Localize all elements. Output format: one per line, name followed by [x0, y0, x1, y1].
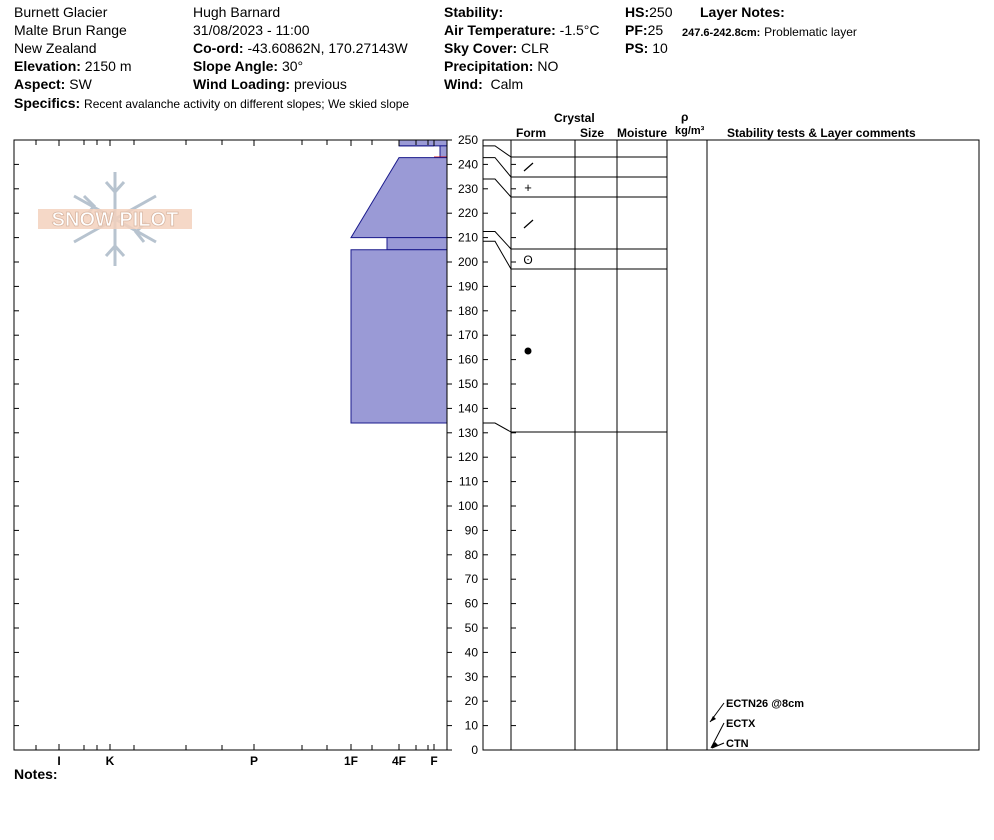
ps-value: 10 [652, 40, 668, 56]
precipitation-value: NO [537, 58, 559, 74]
ps-label: PS: [625, 40, 649, 56]
grain-form-decomposing-icon [524, 220, 533, 228]
slope-value: 30° [281, 58, 304, 74]
layer-boundary-connector [483, 423, 511, 432]
layer-boundary-connector [483, 232, 511, 250]
layer-note-range: 247.6-242.8cm: [682, 27, 761, 39]
height-tick-label: 0 [471, 743, 478, 757]
height-tick-label: 160 [457, 352, 478, 367]
rho-header: ρ [681, 110, 689, 124]
hardness-layer-3 [387, 238, 447, 250]
pf-value: 25 [647, 22, 664, 38]
height-tick-label: 240 [457, 157, 478, 172]
observer-name: Hugh Barnard [193, 4, 281, 20]
height-tick-label: 40 [464, 645, 478, 660]
height-tick-label: 170 [457, 328, 478, 343]
layer-boundary-connector [483, 179, 511, 197]
layer-notes-label: Layer Notes: [700, 4, 785, 20]
observation-datetime: 31/08/2023 - 11:00 [193, 22, 310, 38]
hardness-layer-1 [440, 146, 447, 158]
wind-label: Wind: [444, 76, 483, 92]
specifics-value: Recent avalanche activity on different slopes; We skied slope [84, 97, 410, 111]
specifics-label: Specifics: [14, 95, 81, 111]
slope-label: Slope Angle: [193, 58, 279, 74]
coord-value: -43.60862N, 170.27143W [247, 40, 408, 56]
crystal-header: Crystal [554, 111, 595, 125]
pf-label: PF: [625, 22, 648, 38]
layer-boundary-connector [483, 158, 511, 177]
moisture-header: Moisture [617, 126, 668, 140]
crystal-table-frame [483, 140, 979, 750]
height-tick-label: 230 [457, 181, 478, 196]
height-tick-label: 210 [457, 230, 478, 245]
hardness-axis-label: K [105, 754, 115, 768]
elevation-value: 2150 m [84, 58, 132, 74]
hs-label: HS: [625, 4, 650, 20]
height-tick-label: 60 [464, 596, 478, 611]
wind-value: Calm [490, 76, 524, 92]
grain-form-decomposing-icon [524, 163, 533, 171]
grain-form-newsnow-icon: + [524, 180, 532, 195]
location-name: Burnett Glacier [14, 4, 108, 20]
aspect-value: SW [69, 76, 92, 92]
hardness-axis-label: I [57, 754, 61, 768]
height-tick-label: 200 [457, 255, 478, 269]
height-tick-label: 110 [458, 474, 478, 489]
height-tick-label: 120 [457, 450, 478, 465]
stability-test-label: CTN [726, 738, 749, 750]
notes-label: Notes: [14, 766, 58, 782]
country-name: New Zealand [14, 40, 97, 56]
grain-form-meltfreeze-icon: ʘ [523, 253, 533, 267]
stability-test-label: ECTX [726, 718, 756, 730]
height-tick-label: 90 [464, 523, 478, 538]
form-header: Form [516, 126, 546, 140]
wind-loading-value: previous [293, 76, 347, 92]
height-tick-label: 130 [457, 425, 478, 440]
height-tick-label: 220 [457, 206, 478, 221]
height-tick-label: 50 [464, 621, 478, 635]
air-temp-label: Air Temperature: [444, 22, 556, 38]
stability-tests-header: Stability tests & Layer comments [727, 126, 916, 140]
range-name: Malte Brun Range [14, 22, 127, 38]
height-tick-label: 250 [457, 133, 478, 147]
height-tick-label: 10 [464, 718, 478, 733]
sky-cover-value: CLR [521, 40, 550, 56]
coord-label: Co-ord: [193, 40, 244, 56]
height-tick-label: 140 [457, 401, 478, 416]
stability-test-arrowhead [710, 716, 716, 722]
hardness-layer-4 [351, 250, 447, 423]
layer-note-text: Problematic layer [764, 25, 857, 39]
hardness-layer-0 [399, 140, 447, 146]
height-tick-label: 100 [457, 499, 478, 513]
height-tick-label: 80 [464, 547, 478, 562]
aspect-label: Aspect: [14, 76, 66, 92]
height-tick-label: 70 [464, 572, 478, 587]
hs-value: 250 [649, 4, 673, 20]
size-header: Size [580, 126, 605, 140]
precipitation-label: Precipitation: [444, 58, 534, 74]
hardness-axis-label: 4F [391, 754, 407, 768]
height-tick-label: 190 [457, 279, 478, 294]
height-tick-label: 20 [464, 694, 478, 709]
stability-label: Stability: [444, 4, 504, 20]
hardness-axis-label: 1F [343, 754, 359, 768]
elevation-label: Elevation: [14, 58, 81, 74]
hardness-axis-label: F [430, 754, 438, 768]
height-tick-label: 150 [457, 377, 478, 391]
hardness-layer-2 [351, 158, 447, 238]
layer-boundary-connector [483, 241, 511, 269]
logo-text: SNOW PILOT [51, 209, 179, 231]
height-tick-label: 30 [464, 669, 478, 684]
grain-form-rounded-icon [525, 348, 532, 355]
hardness-axis-label: P [249, 754, 259, 768]
layer-boundary-connector [483, 146, 511, 157]
height-tick-label: 180 [457, 303, 478, 318]
density-unit-header: kg/m³ [675, 125, 705, 137]
stability-test-label: ECTN26 @8cm [726, 698, 804, 710]
wind-loading-label: Wind Loading: [193, 76, 291, 92]
sky-cover-label: Sky Cover: [444, 40, 518, 56]
air-temp-value: -1.5°C [559, 22, 600, 38]
